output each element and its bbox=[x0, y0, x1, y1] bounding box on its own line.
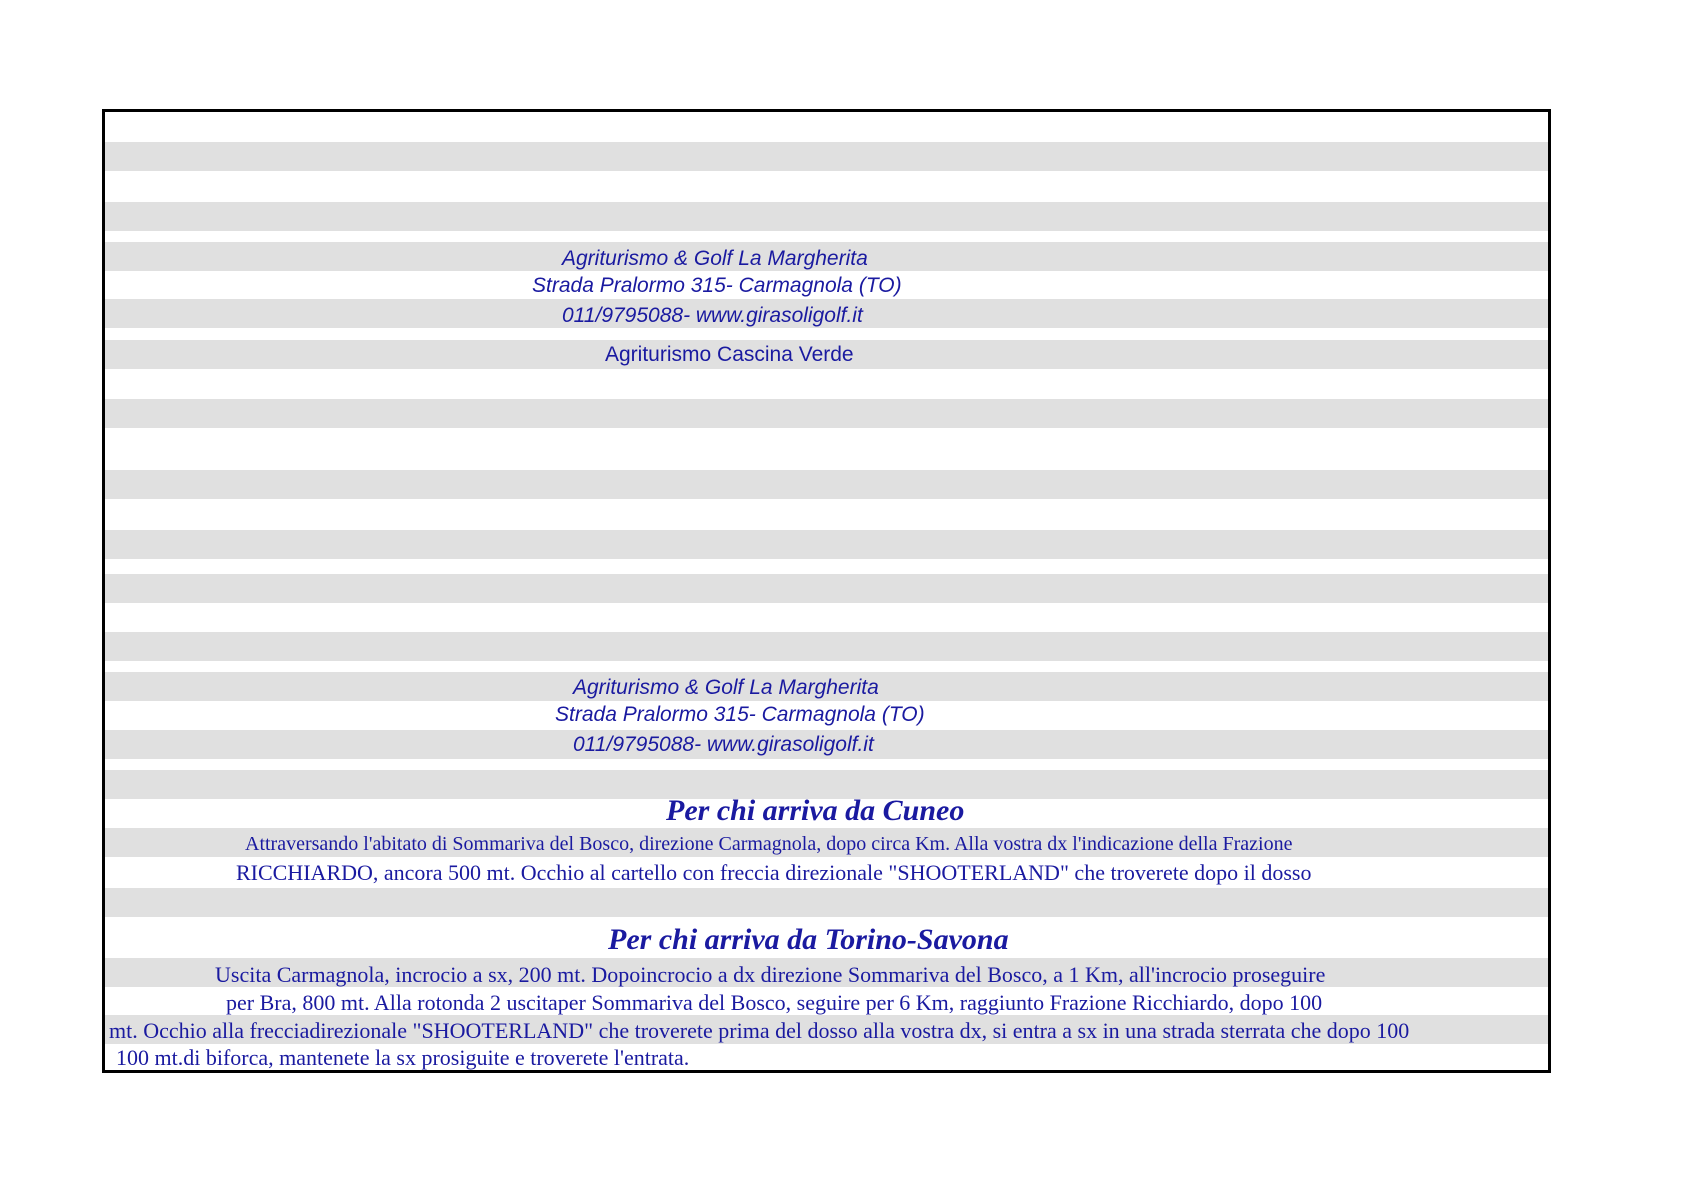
row-band bbox=[105, 399, 1548, 428]
address-contact-1: 011/9795088- www.girasoligolf.it bbox=[562, 304, 863, 327]
address-contact-2: 011/9795088- www.girasoligolf.it bbox=[573, 733, 874, 756]
torino-directions-line-4: 100 mt.di biforca, mantenete la sx prosiguite e troverete l'entrata. bbox=[116, 1045, 690, 1070]
cuneo-heading: Per chi arriva da Cuneo bbox=[666, 794, 965, 827]
row-band bbox=[105, 574, 1548, 603]
row-band bbox=[105, 888, 1548, 917]
cascina-verde-label: Agriturismo Cascina Verde bbox=[605, 343, 854, 366]
address-street-1: Strada Pralormo 315- Carmagnola (TO) bbox=[532, 274, 902, 297]
cuneo-directions-line-2: RICCHIARDO, ancora 500 mt. Occhio al cartello con freccia direzionale "SHOOTERLAND" che troverete dopo il dosso bbox=[236, 860, 1312, 885]
row-band bbox=[105, 142, 1548, 171]
row-band bbox=[105, 632, 1548, 661]
row-band bbox=[105, 202, 1548, 231]
torino-directions-line-3: mt. Occhio alla frecciadirezionale "SHOOTERLAND" che troverete prima del dosso alla vostra dx, si entra a sx in una strada sterrata che dopo 100 bbox=[109, 1018, 1410, 1043]
document-frame bbox=[102, 109, 1551, 1073]
torino-directions-line-2: per Bra, 800 mt. Alla rotonda 2 uscitaper Sommariva del Bosco, seguire per 6 Km, raggiunto Frazione Ricchiardo, dopo 100 bbox=[226, 990, 1323, 1015]
address-name-2: Agriturismo & Golf La Margherita bbox=[573, 676, 879, 699]
torino-heading: Per chi arriva da Torino-Savona bbox=[608, 923, 1009, 956]
torino-directions-line-1: Uscita Carmagnola, incrocio a sx, 200 mt. Dopoincrocio a dx direzione Sommariva del Bosco, a 1 Km, all'incrocio proseguire bbox=[215, 962, 1326, 987]
row-band bbox=[105, 530, 1548, 559]
cuneo-directions-line-1: Attraversando l'abitato di Sommariva del Bosco, direzione Carmagnola, dopo circa Km. Alla vostra dx l'indicazione della Frazione bbox=[245, 833, 1293, 855]
address-street-2: Strada Pralormo 315- Carmagnola (TO) bbox=[555, 703, 925, 726]
row-band bbox=[105, 470, 1548, 499]
address-name-1: Agriturismo & Golf La Margherita bbox=[562, 247, 868, 270]
